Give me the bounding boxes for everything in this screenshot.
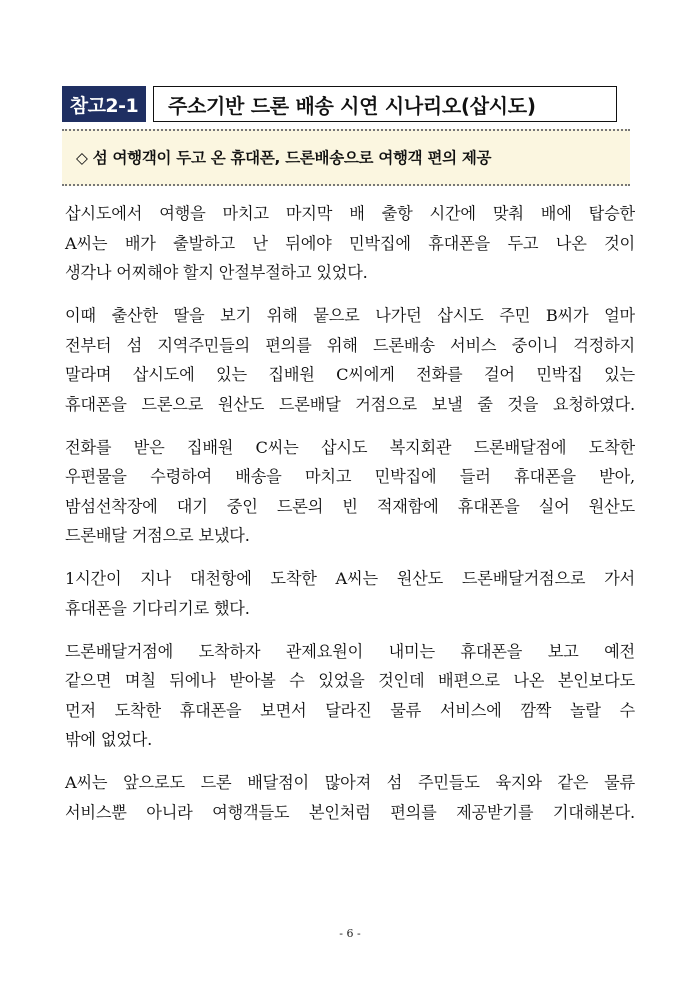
text-line: 전부터 섬 지역주민들의 편의를 위해 드론배송 서비스 중이니 걱정하지 bbox=[65, 335, 635, 355]
text-line: 휴대폰을 기다리기로 했다. bbox=[65, 598, 250, 618]
paragraph bbox=[65, 768, 635, 827]
paragraph bbox=[65, 433, 635, 551]
text-line: 말라며 삽시도에 있는 집배원 C씨에게 전화를 걸어 민박집 있는 bbox=[65, 365, 635, 384]
text-line: 드론배달 거점으로 보냈다. bbox=[65, 526, 250, 545]
subheading-text: ◇ 섬 여행객이 두고 온 휴대폰, 드론배송으로 여행객 편의 제공 bbox=[76, 149, 492, 167]
text-line: 1시간이 지나 대천항에 도착한 A씨는 원산도 드론배달거점으로 가서 bbox=[65, 569, 635, 588]
text-line: 서비스뿐 아니라 여행객들도 본인처럼 편의를 제공받기를 기대해본다. bbox=[65, 802, 635, 822]
body-text bbox=[65, 199, 635, 841]
text-line: 전화를 받은 집배원 C씨는 삽시도 복지회관 드론배달점에 도착한 bbox=[65, 437, 635, 457]
text-line: 먼저 도착한 휴대폰을 보면서 달라진 물류 서비스에 깜짝 놀랄 수 bbox=[65, 700, 635, 720]
text-line: 이때 출산한 딸을 보기 위해 뭍으로 나가던 삽시도 주민 B씨가 얼마 bbox=[65, 306, 635, 325]
paragraph bbox=[65, 637, 635, 755]
text-line: 같으면 며칠 뒤에나 받아볼 수 있었을 것인데 배편으로 나온 본인보다도 bbox=[65, 671, 635, 690]
text-line: 드론배달거점에 도착하자 관제요원이 내미는 휴대폰을 보고 예전 bbox=[65, 641, 635, 661]
text-line: 삽시도에서 여행을 마치고 마지막 배 출항 시간에 맞춰 배에 탑승한 bbox=[65, 204, 635, 223]
subheading-box bbox=[62, 129, 630, 186]
text-line: 밤섬선착장에 대기 중인 드론의 빈 적재함에 휴대폰을 실어 원산도 bbox=[65, 496, 635, 516]
page-number: - 6 - bbox=[339, 927, 361, 940]
paragraph bbox=[65, 199, 635, 288]
text-line: 밖에 없었다. bbox=[65, 730, 153, 749]
document-header bbox=[62, 86, 617, 122]
text-line: A씨는 앞으로도 드론 배달점이 많아져 섬 주민들도 육지와 같은 물류 bbox=[65, 773, 635, 792]
document-title: 주소기반 드론 배송 시연 시나리오(삽시도) bbox=[153, 86, 617, 122]
text-line: 생각나 어찌해야 할지 안절부절하고 있었다. bbox=[65, 263, 368, 282]
paragraph bbox=[65, 564, 635, 623]
text-line: 우편물을 수령하여 배송을 마치고 민박집에 들러 휴대폰을 받아, bbox=[65, 467, 635, 486]
text-line: A씨는 배가 출발하고 난 뒤에야 민박집에 휴대폰을 두고 나온 것이 bbox=[65, 233, 635, 253]
paragraph bbox=[65, 301, 635, 419]
tag-spacer bbox=[146, 86, 153, 122]
reference-tag: 참고2-1 bbox=[62, 86, 146, 122]
text-line: 휴대폰을 드론으로 원산도 드론배달 거점으로 보낼 줄 것을 요청하였다. bbox=[65, 394, 635, 414]
